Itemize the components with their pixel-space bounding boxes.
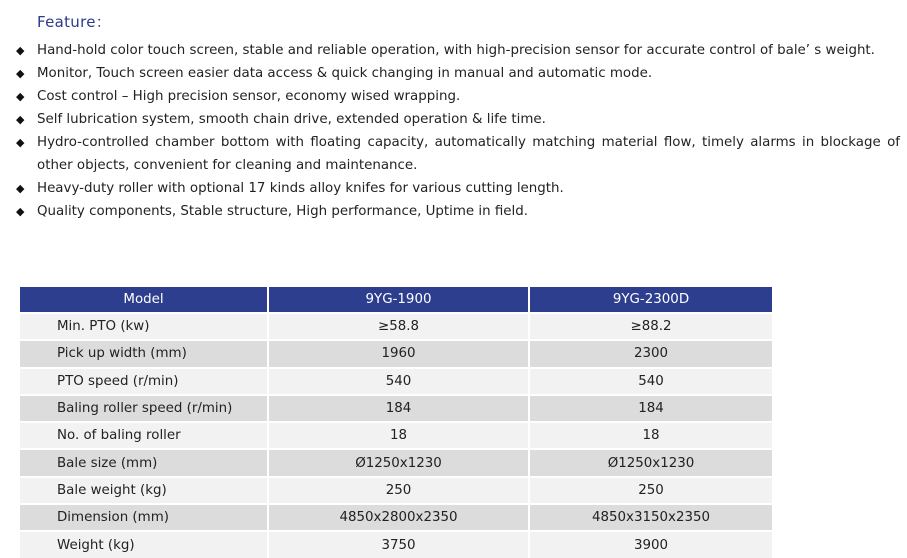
diamond-bullet-icon: ◆ <box>16 182 25 195</box>
cell-value: 250 <box>268 477 529 504</box>
cell-value: 4850x2800x2350 <box>268 504 529 531</box>
cell-value: 250 <box>529 477 772 504</box>
cell-value: 3750 <box>268 531 529 557</box>
diamond-bullet-icon: ◆ <box>16 136 25 149</box>
feature-item <box>16 177 900 200</box>
header-9yg-2300d: 9YG-2300D <box>529 287 772 313</box>
cell-value: 3900 <box>529 531 772 557</box>
row-label: Baling roller speed (r/min) <box>20 395 268 422</box>
row-label: Bale weight (kg) <box>20 477 268 504</box>
cell-value: Ø1250x1230 <box>529 449 772 476</box>
feature-text: Self lubrication system, smooth chain drive, extended operation & life time. <box>37 112 546 127</box>
diamond-bullet-icon: ◆ <box>16 44 25 57</box>
row-label: Weight (kg) <box>20 531 268 557</box>
feature-text: Hydro-controlled chamber bottom with floating capacity, automatically matching material flow, timely alarms in blockage of other objects, convenient for cleaning and maintenance. <box>37 135 900 173</box>
table-row <box>20 449 772 476</box>
table-row <box>20 313 772 340</box>
feature-text: Cost control – High precision sensor, economy wised wrapping. <box>37 89 461 104</box>
cell-value: 184 <box>529 395 772 422</box>
row-label: Bale size (mm) <box>20 449 268 476</box>
diamond-bullet-icon: ◆ <box>16 90 25 103</box>
feature-item <box>16 108 900 131</box>
feature-item <box>16 131 900 177</box>
diamond-bullet-icon: ◆ <box>16 205 25 218</box>
row-label: No. of baling roller <box>20 422 268 449</box>
row-label: Dimension (mm) <box>20 504 268 531</box>
feature-item <box>16 39 900 62</box>
cell-value: 540 <box>268 368 529 395</box>
cell-value: 18 <box>268 422 529 449</box>
feature-item <box>16 85 900 108</box>
diamond-bullet-icon: ◆ <box>16 67 25 80</box>
table-header-row <box>20 287 772 313</box>
feature-text: Heavy-duty roller with optional 17 kinds alloy knifes for various cutting length. <box>37 181 564 196</box>
table-row <box>20 422 772 449</box>
feature-text: Quality components, Stable structure, High performance, Uptime in field. <box>37 204 529 219</box>
cell-value: 540 <box>529 368 772 395</box>
header-9yg-1900: 9YG-1900 <box>268 287 529 313</box>
table-row <box>20 368 772 395</box>
cell-value: 184 <box>268 395 529 422</box>
cell-value: Ø1250x1230 <box>268 449 529 476</box>
cell-value: ≥58.8 <box>268 313 529 340</box>
table-row <box>20 340 772 367</box>
cell-value: 4850x3150x2350 <box>529 504 772 531</box>
spec-table <box>20 287 772 558</box>
feature-item <box>16 200 900 223</box>
feature-text: Monitor, Touch screen easier data access & quick changing in manual and automatic mode. <box>37 66 653 81</box>
diamond-bullet-icon: ◆ <box>16 113 25 126</box>
feature-heading: Feature： <box>37 13 112 31</box>
table-row <box>20 504 772 531</box>
row-label: PTO speed (r/min) <box>20 368 268 395</box>
cell-value: ≥88.2 <box>529 313 772 340</box>
row-label: Pick up width (mm) <box>20 340 268 367</box>
cell-value: 1960 <box>268 340 529 367</box>
header-model: Model <box>20 287 268 313</box>
table-row <box>20 395 772 422</box>
table-row <box>20 477 772 504</box>
cell-value: 2300 <box>529 340 772 367</box>
feature-text: Hand-hold color touch screen, stable and reliable operation, with high-precision sensor for accurate control of bale’ s weight. <box>37 43 875 58</box>
feature-list <box>16 39 900 223</box>
feature-item <box>16 62 900 85</box>
row-label: Min. PTO (kw) <box>20 313 268 340</box>
cell-value: 18 <box>529 422 772 449</box>
